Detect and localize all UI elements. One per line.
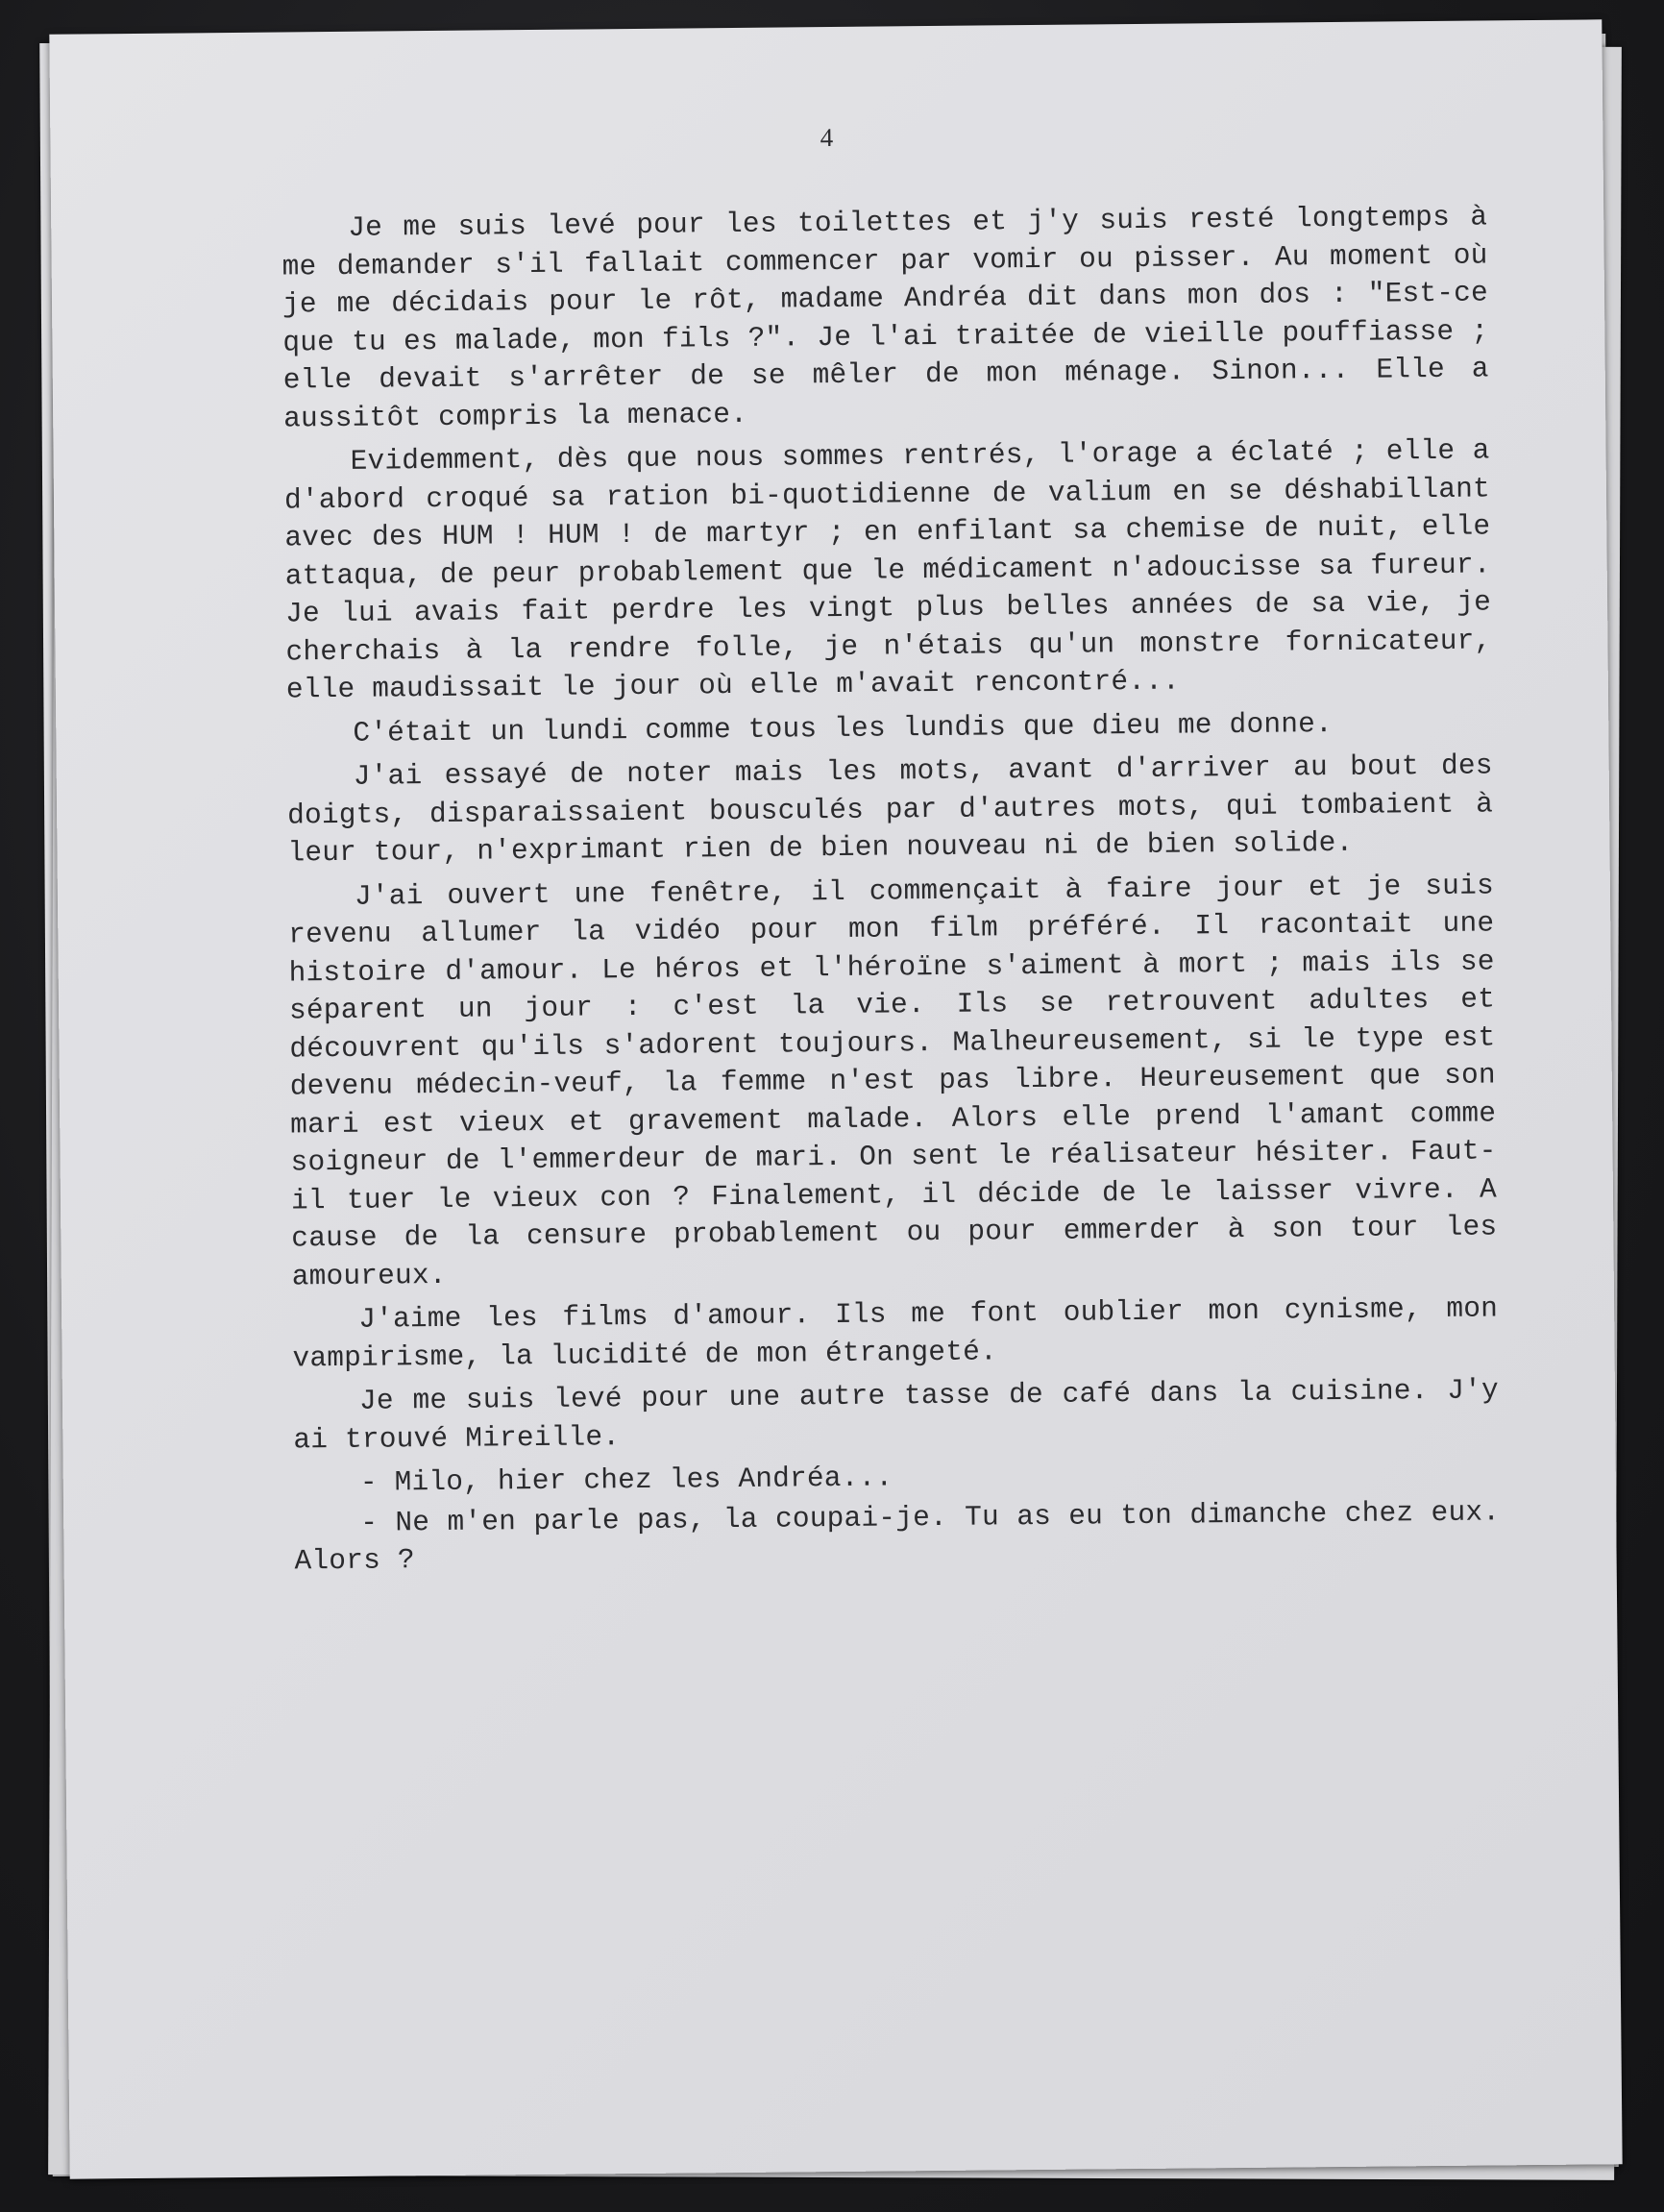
paragraph: J'ai ouvert une fenêtre, il commençait à faire jour et je suis revenu allumer la vidéo pour mon film préféré. Il racontait une histoire d'amour. Le héros et l'héroïne s'aiment à mort ; mais ils se séparent un jour : c'est la vie. Ils se retrouvent adultes et découvrent qu'ils s'adorent toujours. Malheureusement, si le type est devenu médecin-veuf, la femme n'est pas libre. Heureusement que son mari est vieux et gravement malade. Alors elle prend l'amant comme soigneur de l'emmerdeur de mari. On sent le réalisateur hésiter. Faut-il tuer le vieux con ? Finalement, il décide de le laisser vivre. A cause de la censure probablement ou pour emmerder à son tour les amoureux. [288,869,1498,1292]
dialogue-line: - Milo, hier chez les Andréa... [359,1462,893,1499]
body-text [281,198,1501,1585]
paragraph: Je me suis levé pour les toilettes et j'y suis resté longtemps à me demander s'il fallait commencer par vomir ou pisser. Au moment où je me décidais pour le rôt, madame Andréa dit dans mon dos : "Est-ce que tu es malade, mon fils ?". Je l'ai traitée de vieille pouffiasse ; elle devait s'arrêter de se mêler de mon ménage. Sinon... Elle a aussitôt compris la menace. [281,201,1489,434]
page-number: 4 [820,122,834,153]
paragraph: Je me suis levé pour une autre tasse de café dans la cuisine. J'y ai trouvé Mireille. [293,1374,1500,1456]
paragraph: Evidemment, dès que nous sommes rentrés, l'orage a éclaté ; elle a d'abord croqué sa ration bi-quotidienne de valium en se déshabillant avec des HUM ! HUM ! de martyr ; en enfilant sa chemise de nuit, elle attaqua, de peur probablement que le médicament n'adoucisse sa fureur. Je lui avais fait perdre les vingt plus belles années de sa vie, je cherchais à la rendre folle, je n'étais qu'un monstre fornicateur, elle maudissait le jour où elle m'avait rencontré... [283,434,1492,706]
paragraph: J'ai essayé de noter mais les mots, avant d'arriver au bout des doigts, disparaissaient bousculés par d'autres mots, qui tombaient à leur tour, n'exprimant rien de bien nouveau ni de bien solide. [286,750,1494,870]
paragraph: J'aime les films d'amour. Ils me font oublier mon cynisme, mon vampirisme, la lucidité de mon étrangeté. [292,1292,1499,1374]
paragraph: C'était un lundi comme tous les lundis que dieu me donne. [353,707,1334,750]
dialogue-line: - Ne m'en parle pas, la coupai-je. Tu as eu ton dimanche chez eux. Alors ? [294,1495,1501,1578]
typed-page [49,19,1622,2178]
